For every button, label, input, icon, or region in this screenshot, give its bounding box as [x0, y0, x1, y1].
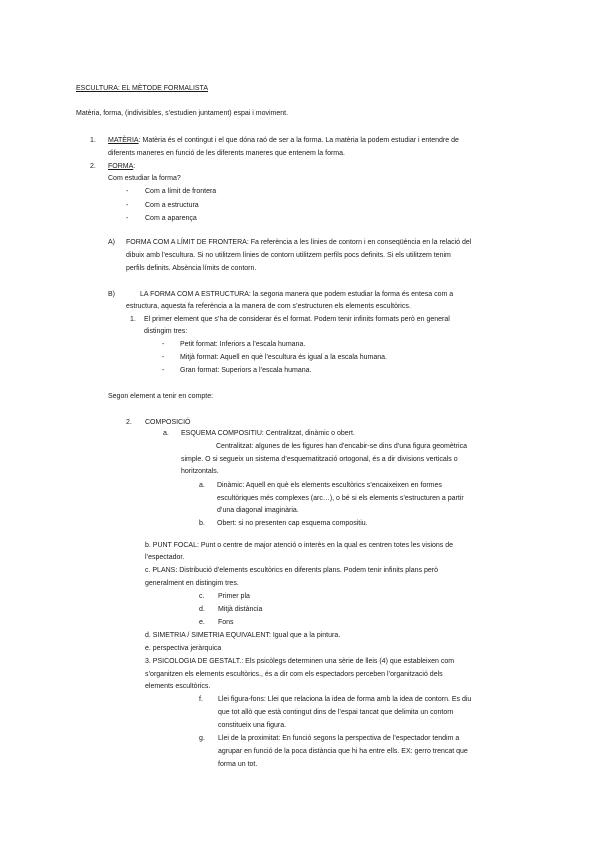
punt-focal-line: b. PUNT FOCAL: Punt o centre de major atenció o interès en la qual es centren totes les visions de — [145, 542, 454, 549]
llei-g-line: forma un tot. — [218, 761, 258, 768]
item1-term: MATÈRIA — [108, 137, 139, 144]
item1-line2: diferents maneres en funció de les diferents maneres que entenem la forma. — [108, 150, 345, 157]
simetria-text: d. SIMETRIA / SIMETRIA EQUIVALENT: Igual que a la pintura. — [145, 632, 341, 639]
sectionA-label: A) — [108, 239, 115, 246]
item2-number: 2. — [90, 163, 96, 170]
sectionB-line: LA FORMA COM A ESTRUCTURA: la segona manera que podem estudiar la forma és entesa com a — [140, 291, 454, 298]
bullet-item: Com a aparença — [145, 215, 197, 222]
item1-line1 — [108, 136, 528, 145]
format-item: Mitjà format: Aquell en què l’escultura és igual a la escala humana. — [180, 354, 388, 361]
bullet-dash: - — [162, 354, 165, 361]
llei-f-label: f. — [199, 696, 203, 703]
llei-g-line: agrupar en funció de la poca distància que hi ha entre ells. EX: gerro trencat que — [218, 748, 468, 755]
format-item: Gran format: Superiors a l’escala humana. — [180, 367, 312, 374]
plans-item: Fons — [218, 619, 234, 626]
composicio-number: 2. — [126, 419, 132, 426]
llei-f-line: que tot allò que està contingut dins de l’espai tancat que delimita un contorn — [218, 709, 454, 716]
sectionB-sub1-number: 1. — [130, 316, 136, 323]
obert-label: b. — [199, 520, 205, 527]
sectionB-sub1-line: El primer element que s’ha de considerar és el format. Podem tenir infinits formats però en general — [144, 316, 450, 323]
psicologia-line: 3. PSICOLOGIA DE GESTALT.: Els psicòlegs determinen una sèrie de lleis (4) que estableixen com — [145, 658, 455, 665]
plans-item: Mitjà distància — [218, 606, 263, 613]
format-item: Petit format: Inferiors a l’escala humana. — [180, 341, 306, 348]
centralitzat-line: horitzontals. — [181, 468, 219, 475]
llei-g-line: Llei de la proximitat: En funció segons la perspectiva de l’espectador tendim a — [218, 735, 460, 742]
llei-g-label: g. — [199, 735, 205, 742]
dinamic-line: d’una diagonal imaginària. — [217, 507, 299, 514]
item2-term: FORMA — [108, 163, 134, 170]
plans-item-label: d. — [199, 606, 205, 613]
plans-item-label: e. — [199, 619, 205, 626]
bullet-item: Com a límit de frontera — [145, 188, 217, 195]
composicio-title: COMPOSICIÓ — [145, 419, 191, 426]
sectionA-line: dibuix amb l’escultura. Si no utilitzem línies de contorn utilitzem perfils pocs definits. Si els utilitzem tenim — [126, 252, 451, 259]
perspectiva-text: e. perspectiva jeràrquica — [145, 645, 222, 652]
plans-item: Primer pla — [218, 593, 250, 600]
bullet-dash: - — [162, 341, 165, 348]
item2-heading — [108, 162, 135, 171]
second-element-text: Segon element a tenir en compte: — [108, 393, 214, 400]
page-title: ESCULTURA: EL MÈTODE FORMALISTA — [76, 85, 208, 92]
dinamic-line: Dinàmic: Aquell en què els elements escultòrics s’encaixeixen en formes — [217, 482, 442, 489]
bullet-dash: - — [126, 215, 129, 222]
sectionB-label: B) — [108, 291, 115, 298]
psicologia-line: s’organitzen els elements escultòrics., és a dir com els espectadors perceben l’organització dels — [145, 671, 443, 678]
bullet-dash: - — [126, 188, 129, 195]
sectionA-line: FORMA COM A LÍMIT DE FRONTERA: Fa referència a les línies de contorn i en conseqüència en la relació del — [126, 239, 472, 246]
llei-f-line: Llei figura-fons: Llei que relaciona la idea de forma amb la idea de contorn. Es diu — [218, 696, 472, 703]
centralitzat-line: Centralitzat: algunes de les figures han d’encabir-se dins d’una figura geomètrica — [216, 443, 467, 450]
sectionB-line: estructura, aquesta fa referència a la manera de com s’estructuren els elements escultòrics. — [126, 303, 411, 310]
sectionB-sub1-line: distingim tres: — [144, 328, 188, 335]
intro-text: Matèria, forma, (indivisibles, s’estudien juntament) espai i moviment. — [76, 110, 289, 117]
bullet-dash: - — [126, 202, 129, 209]
item1-number: 1. — [90, 137, 96, 144]
item1-text: : Matèria és el contingut i el que dóna raó de ser a la forma. La matèria la podem estudiar i entendre de — [138, 137, 459, 144]
item2-colon: : — [133, 163, 136, 170]
esquema-label: a. — [163, 430, 169, 437]
punt-focal-line: l’espectador. — [145, 554, 185, 561]
item2-question: Com estudiar la forma? — [108, 175, 181, 182]
bullet-dash: - — [162, 367, 165, 374]
dinamic-line: escultòriques més complexes (arc…), o bé si els elements s’estructuren a partir — [217, 495, 464, 502]
plans-line: c. PLANS: Distribució d’elements escultòrics en diferents plans. Podem tenir infinits plans però — [145, 567, 438, 574]
dinamic-label: a. — [199, 482, 205, 489]
llei-f-line: constitueix una figura. — [218, 722, 287, 729]
esquema-text: ESQUEMA COMPOSITIU: Centralitzat, dinàmic o obert. — [181, 430, 355, 437]
plans-line: generalment en distingim tres. — [145, 580, 239, 587]
psicologia-line: elements escultòrics. — [145, 683, 211, 690]
sectionA-line: perfils definits. Absència límits de contorn. — [126, 265, 257, 272]
plans-item-label: c. — [199, 593, 205, 600]
centralitzat-line: simple. O si segueix un sistema d’esquematització ortogonal, és a dir divisions verticals o — [181, 456, 458, 463]
obert-text: Obert: si no presenten cap esquema compositiu. — [217, 520, 368, 527]
bullet-item: Com a estructura — [145, 202, 199, 209]
